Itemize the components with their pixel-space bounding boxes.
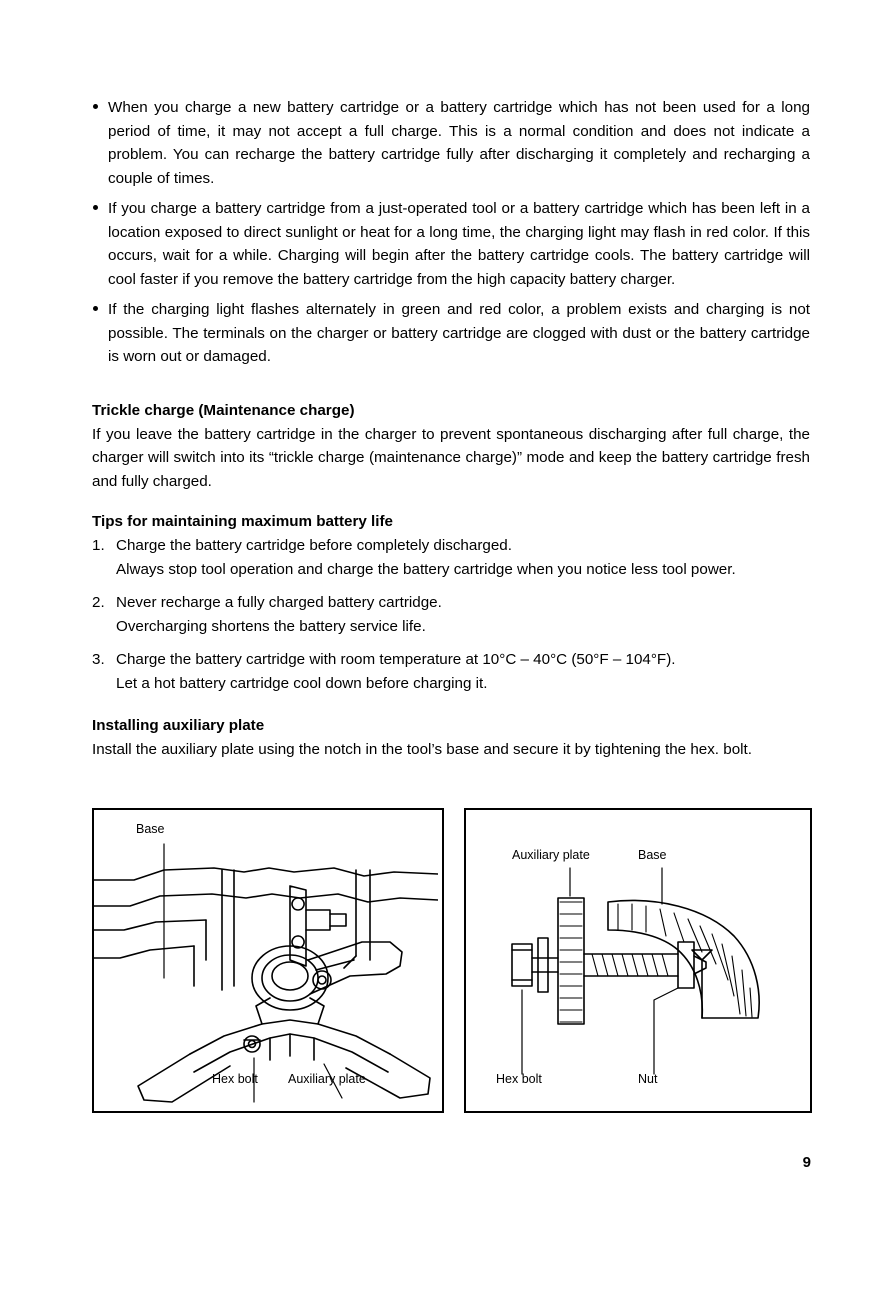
list-item [92,197,810,291]
page-number: 9 [802,1154,811,1171]
bullet-dot-icon [93,205,98,210]
figure-right-cross-section [464,808,812,1113]
page-content [92,96,810,762]
figure-right-label-auxiliary-plate: Auxiliary plate [512,848,590,862]
list-item-line-2: Always stop tool operation and charge the battery cartridge when you notice less tool power. [116,560,736,578]
figure-left-label-hex-bolt: Hex bolt [212,1072,258,1086]
list-item-line-1: Charge the battery cartridge before completely discharged. [116,537,512,554]
bullet-text: If you charge a battery cartridge from a just-operated tool or a battery cartridge which has been left in a location exposed to direct sunlight or heat for a long time, the charging light may flash in red color. If this occurs, wait for a while. Charging will begin after the battery cartridge cools. The battery cartridge will cool faster if you remove the battery cartridge from the high capacity battery charger. [108,200,810,288]
figure-left-label-base: Base [136,822,165,836]
bullet-text: When you charge a new battery cartridge or a battery cartridge which has not been used for a long period of time, it may not accept a full charge. This is a normal condition and does not indicate a problem. You can recharge the battery cartridge fully after discharging it completely and recharging a couple of times. [108,99,810,187]
bullet-dot-icon [93,306,98,311]
list-item-number: 1. [92,537,105,554]
list-item [92,96,810,190]
figure-left-illustration [94,810,438,1107]
bullet-text: If the charging light flashes alternately in green and red color, a problem exists and charging is not possible. The terminals on the charger or battery cartridge are clogged with dust or the battery cartridge is worn out or damaged. [108,301,810,365]
figure-left-label-auxiliary-plate: Auxiliary plate [288,1072,366,1086]
list-item [92,534,810,581]
list-item-line-1: Charge the battery cartridge with room temperature at 10°C – 40°C (50°F – 104°F). [116,651,676,668]
list-item-line-2: Let a hot battery cartridge cool down before charging it. [116,674,488,692]
figures-area [92,808,812,1113]
section-body-trickle-charge: If you leave the battery cartridge in the charger to prevent spontaneous discharging after full charge, the charger will switch into its “trickle charge (maintenance charge)” mode and keep the battery cartridge fresh and fully charged. [92,425,810,490]
notes-bullet-list [92,96,810,369]
section-heading-tips: Tips for maintaining maximum battery life [92,513,393,530]
list-item-number: 2. [92,594,105,611]
section-heading-installing-auxiliary-plate: Installing auxiliary plate [92,717,265,734]
list-item-line-1: Never recharge a fully charged battery cartridge. [116,594,442,611]
tips-list [92,534,810,695]
list-item [92,591,810,638]
list-item [92,298,810,369]
figure-right-label-base: Base [638,848,667,862]
bullet-dot-icon [93,104,98,109]
section-body-installing-auxiliary-plate: Install the auxiliary plate using the notch in the tool’s base and secure it by tightening the hex. bolt. [92,741,752,758]
list-item-number: 3. [92,651,105,668]
list-item-line-2: Overcharging shortens the battery service life. [116,617,426,635]
section-heading-trickle-charge: Trickle charge (Maintenance charge) [92,401,355,419]
figure-left-tool-base [92,808,444,1113]
list-item [92,648,810,695]
figure-right-label-nut: Nut [638,1072,658,1086]
figure-right-label-hex-bolt: Hex bolt [496,1072,542,1086]
